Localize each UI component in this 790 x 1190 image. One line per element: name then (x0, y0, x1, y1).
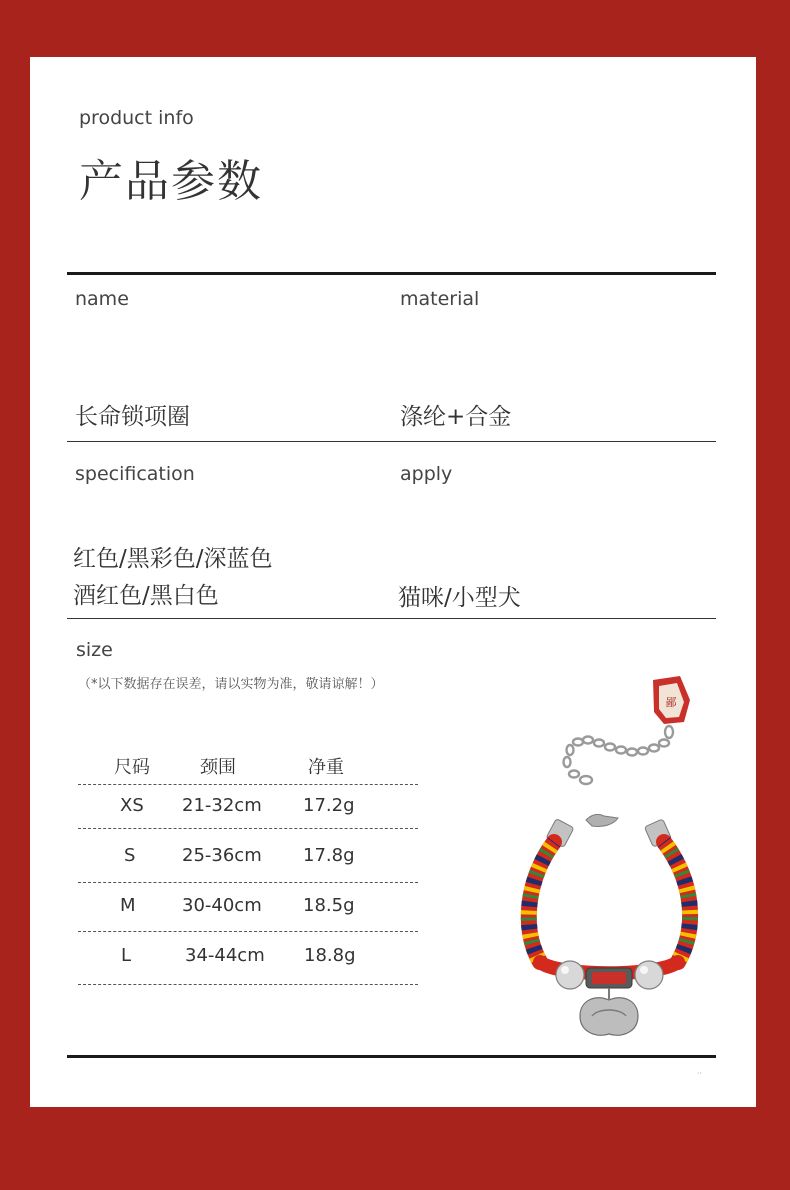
apply-value: 猫咪/小型犬 (398, 585, 521, 611)
size-cell: S (124, 845, 136, 866)
weight-cell: 18.5g (303, 895, 355, 916)
size-cell: M (120, 895, 136, 916)
collar-with-longevity-lock-icon (488, 672, 718, 1042)
section-title: 产品参数 (79, 156, 263, 207)
weight-cell: 17.8g (303, 845, 355, 866)
neck-cell: 34-44cm (185, 945, 265, 966)
divider (67, 618, 716, 619)
size-cell: XS (120, 795, 144, 816)
svg-text:鄙: 鄙 (665, 696, 677, 709)
specification-value-line1: 红色/黑彩色/深蓝色 (73, 546, 273, 572)
top-divider (67, 272, 716, 275)
weight-cell: 17.2g (303, 795, 355, 816)
table-divider (78, 931, 418, 932)
weight-header: 净重 (308, 757, 344, 778)
specification-value-line2: 酒红色/黑白色 (73, 583, 219, 609)
material-value: 涤纶+合金 (400, 404, 512, 430)
weight-cell: 18.8g (304, 945, 356, 966)
specification-label: specification (75, 463, 195, 485)
section-subtitle: product info (79, 107, 194, 129)
size-label: size (76, 639, 113, 661)
neck-cell: 21-32cm (182, 795, 262, 816)
table-divider (78, 984, 418, 985)
table-divider (78, 784, 418, 785)
size-cell: L (121, 945, 132, 966)
neck-cell: 30-40cm (182, 895, 262, 916)
material-label: material (400, 288, 480, 310)
product-info-card (30, 57, 756, 1107)
divider (67, 441, 716, 442)
name-label: name (75, 288, 129, 310)
corner-mark: ·· (697, 1069, 703, 1078)
size-note: （*以下数据存在误差，请以实物为准，敬请谅解！） (78, 677, 384, 692)
apply-label: apply (400, 463, 453, 485)
bottom-divider (67, 1055, 716, 1058)
table-divider (78, 882, 418, 883)
neck-header: 颈围 (200, 757, 236, 778)
table-divider (78, 828, 418, 829)
size-header: 尺码 (114, 757, 150, 778)
name-value: 长命锁项圈 (75, 404, 190, 430)
neck-cell: 25-36cm (182, 845, 262, 866)
